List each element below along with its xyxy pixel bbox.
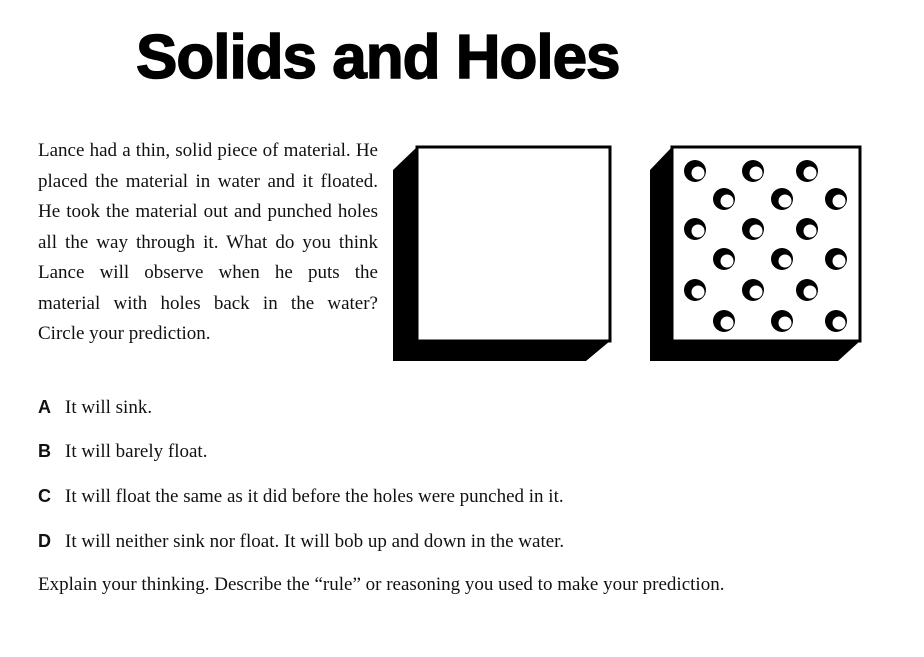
- option-a[interactable]: [38, 395, 152, 420]
- hole-mark: [684, 218, 706, 240]
- option-text: It will float the same as it did before the holes were punched in it.: [65, 486, 564, 507]
- option-letter: D: [38, 531, 51, 551]
- hole-mark: [713, 188, 735, 210]
- hole-mark: [742, 279, 764, 301]
- option-text: It will barely float.: [65, 441, 208, 462]
- option-text: It will neither sink nor float. It will bob up and down in the water.: [65, 531, 565, 552]
- hole-mark: [742, 218, 764, 240]
- option-letter: C: [38, 486, 51, 506]
- hole-mark: [684, 279, 706, 301]
- hole-mark: [796, 160, 818, 182]
- block-with-holes-icon: [650, 147, 860, 361]
- option-b[interactable]: [38, 439, 207, 464]
- hole-mark: [713, 310, 735, 332]
- figures: [390, 140, 870, 375]
- hole-mark: [825, 248, 847, 270]
- option-d[interactable]: [38, 529, 564, 554]
- explain-prompt: Explain your thinking. Describe the “rule” or reasoning you used to make your prediction.: [38, 574, 725, 595]
- solid-square-block-icon: [393, 147, 610, 361]
- option-letter: B: [38, 441, 51, 461]
- option-letter: A: [38, 397, 51, 417]
- hole-mark: [713, 248, 735, 270]
- hole-mark: [771, 188, 793, 210]
- hole-mark: [771, 310, 793, 332]
- hole-mark: [742, 160, 764, 182]
- hole-mark: [796, 218, 818, 240]
- page-title: Solids and Holes: [136, 23, 620, 92]
- hole-mark: [825, 188, 847, 210]
- hole-mark: [796, 279, 818, 301]
- hole-mark: [771, 248, 793, 270]
- hole-mark: [684, 160, 706, 182]
- figures-illustration: [390, 140, 870, 370]
- hole-mark: [825, 310, 847, 332]
- intro-paragraph: Lance had a thin, solid piece of material. He placed the material in water and it floated. He took the material out and punched holes all the way through it. What do you think Lance will observe when he puts the material with holes back in the water? Circle your prediction.: [38, 140, 378, 344]
- option-c[interactable]: [38, 484, 564, 509]
- option-text: It will sink.: [65, 397, 153, 418]
